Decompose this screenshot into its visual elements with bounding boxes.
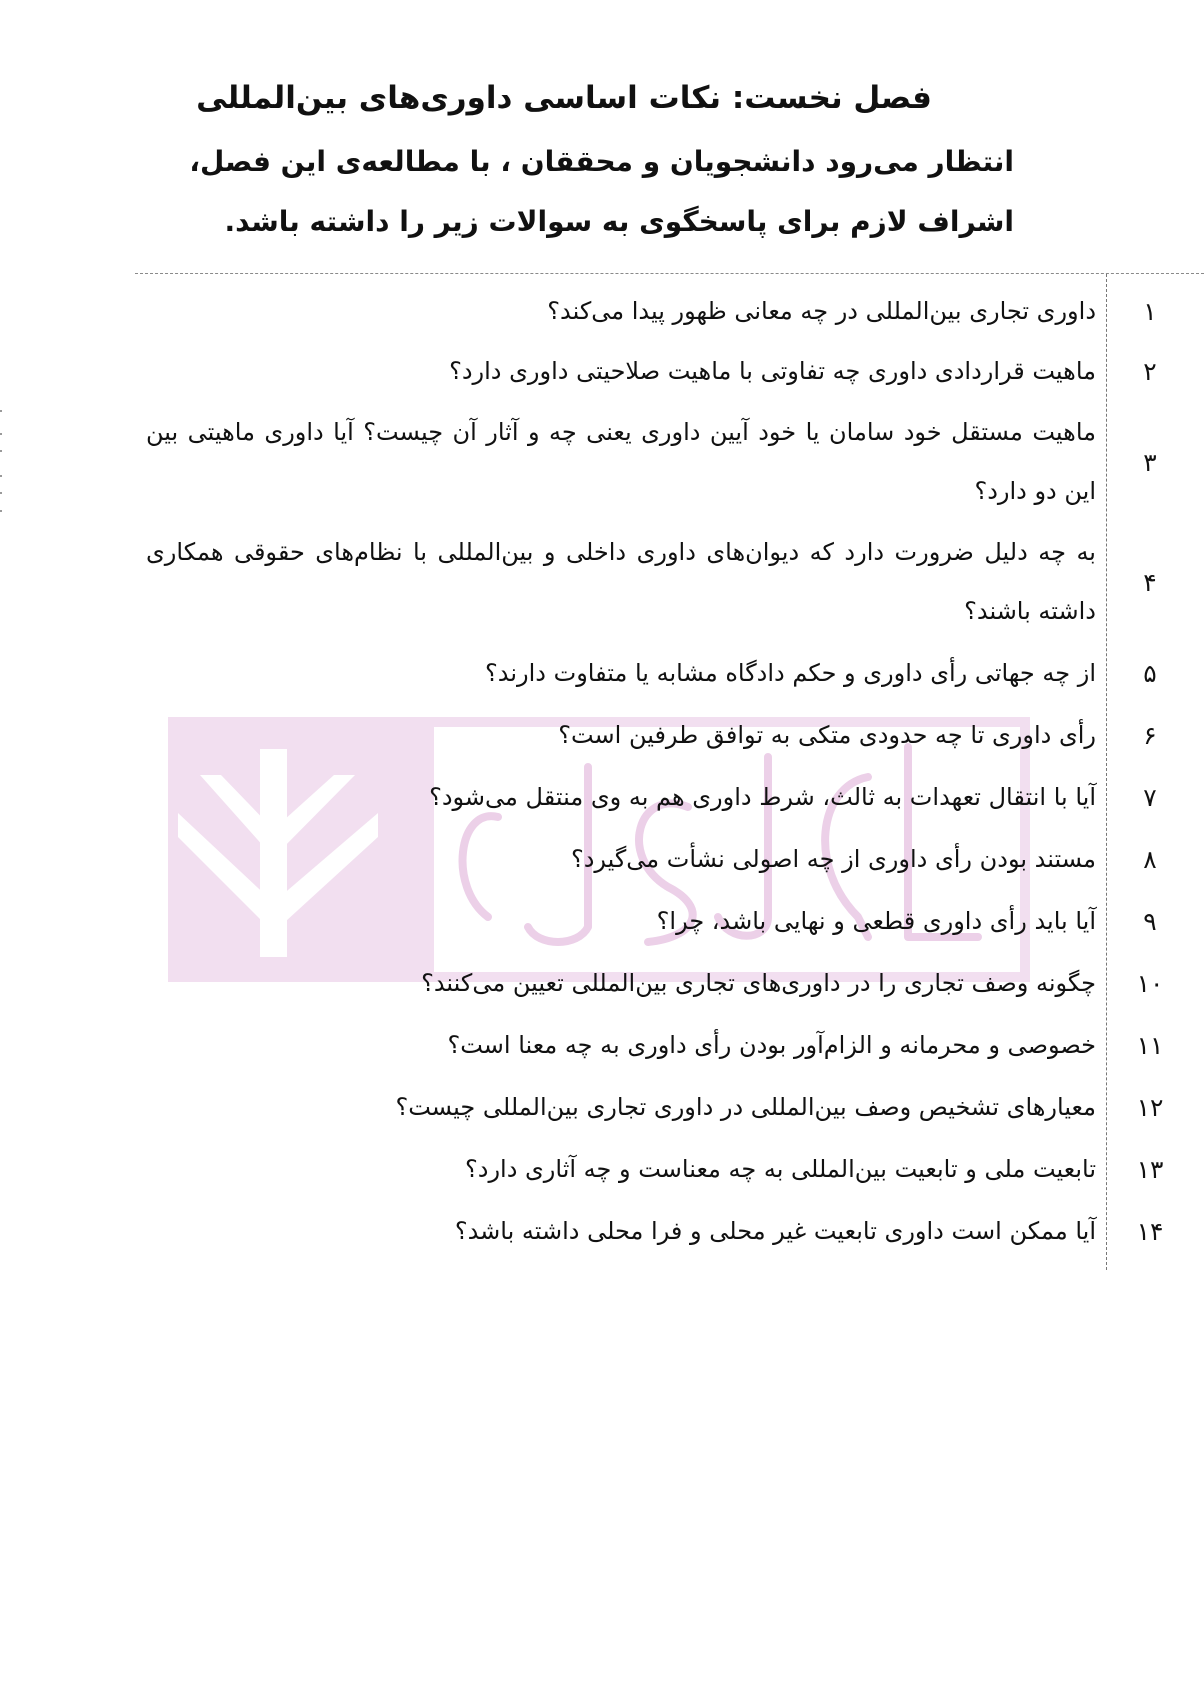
intro-line-2: اشراف لازم برای پاسخگوی به سوالات زیر را داشته باشد. xyxy=(224,205,1014,238)
question-item xyxy=(0,1014,1204,1076)
questions-list xyxy=(0,282,1204,1262)
question-number: ۱ xyxy=(1143,296,1157,326)
question-text: آیا ممکن است داوری تابعیت غیر محلی و فرا محلی داشته باشد؟ xyxy=(454,1216,1096,1245)
question-text: آیا باید رأی داوری قطعی و نهایی باشد، چرا؟ xyxy=(656,906,1096,935)
question-number: ۱۴ xyxy=(1136,1216,1164,1246)
question-number: ۳ xyxy=(1143,447,1157,477)
question-item xyxy=(0,522,1204,642)
question-number: ۱۰ xyxy=(1136,968,1164,998)
question-text: مستند بودن رأی داوری از چه اصولی نشأت می‌گیرد؟ xyxy=(570,844,1096,873)
question-item xyxy=(0,704,1204,766)
question-number: ۴ xyxy=(1143,567,1157,597)
question-number: ۶ xyxy=(1143,720,1157,750)
question-text: از چه جهاتی رأی داوری و حکم دادگاه مشابه یا متفاوت دارند؟ xyxy=(485,658,1096,687)
question-text: تابعیت ملی و تابعیت بین‌المللی به چه معناست و چه آثاری دارد؟ xyxy=(465,1154,1096,1183)
question-number: ۱۳ xyxy=(1136,1154,1164,1184)
question-item xyxy=(0,282,1204,340)
question-item xyxy=(0,952,1204,1014)
page-header xyxy=(114,72,1014,252)
question-number: ۵ xyxy=(1143,658,1157,688)
header-divider xyxy=(135,273,1204,274)
question-number: ۱۱ xyxy=(1136,1030,1164,1060)
question-item xyxy=(0,1138,1204,1200)
question-item xyxy=(0,766,1204,828)
question-text: داوری تجاری بین‌المللی در چه معانی ظهور پیدا می‌کند؟ xyxy=(547,296,1096,325)
question-item xyxy=(0,828,1204,890)
question-item xyxy=(0,1076,1204,1138)
question-number: ۲ xyxy=(1143,356,1157,386)
question-text: آیا با انتقال تعهدات به ثالث، شرط داوری هم به وی منتقل می‌شود؟ xyxy=(429,782,1096,811)
question-number: ۹ xyxy=(1143,906,1157,936)
question-text: خصوصی و محرمانه و الزام‌آور بودن رأی داوری به چه معنا است؟ xyxy=(447,1030,1096,1059)
question-text: ماهیت قراردادی داوری چه تفاوتی با ماهیت صلاحیتی داوری دارد؟ xyxy=(449,356,1096,385)
question-text: چگونه وصف تجاری را در داوری‌های تجاری بین‌المللی تعیین می‌کنند؟ xyxy=(421,968,1096,997)
question-text: رأی داوری تا چه حدودی متکی به توافق طرفین است؟ xyxy=(558,720,1096,749)
question-item xyxy=(0,1200,1204,1262)
question-text: به چه دلیل ضرورت دارد که دیوان‌های داوری داخلی و بین‌المللی با نظام‌های حقوقی همکاری داشته باشند؟ xyxy=(146,538,1096,625)
question-item xyxy=(0,402,1204,522)
chapter-title: فصل نخست: نکات اساسی داوری‌های بین‌المللی xyxy=(196,80,932,116)
question-number: ۷ xyxy=(1143,782,1157,812)
question-number: ۱۲ xyxy=(1136,1092,1164,1122)
question-text: معیارهای تشخیص وصف بین‌المللی در داوری تجاری بین‌المللی چیست؟ xyxy=(395,1092,1096,1121)
question-number: ۸ xyxy=(1143,844,1157,874)
intro-line-1: انتظار می‌رود دانشجویان و محققان ، با مطالعه‌ی این فصل، xyxy=(189,145,1014,178)
question-item xyxy=(0,642,1204,704)
question-item xyxy=(0,340,1204,402)
question-item xyxy=(0,890,1204,952)
question-text: ماهیت مستقل خود سامان یا خود آیین داوری یعنی چه و آثار آن چیست؟ آیا داوری ماهیتی بین این دو دارد؟ xyxy=(146,418,1096,505)
